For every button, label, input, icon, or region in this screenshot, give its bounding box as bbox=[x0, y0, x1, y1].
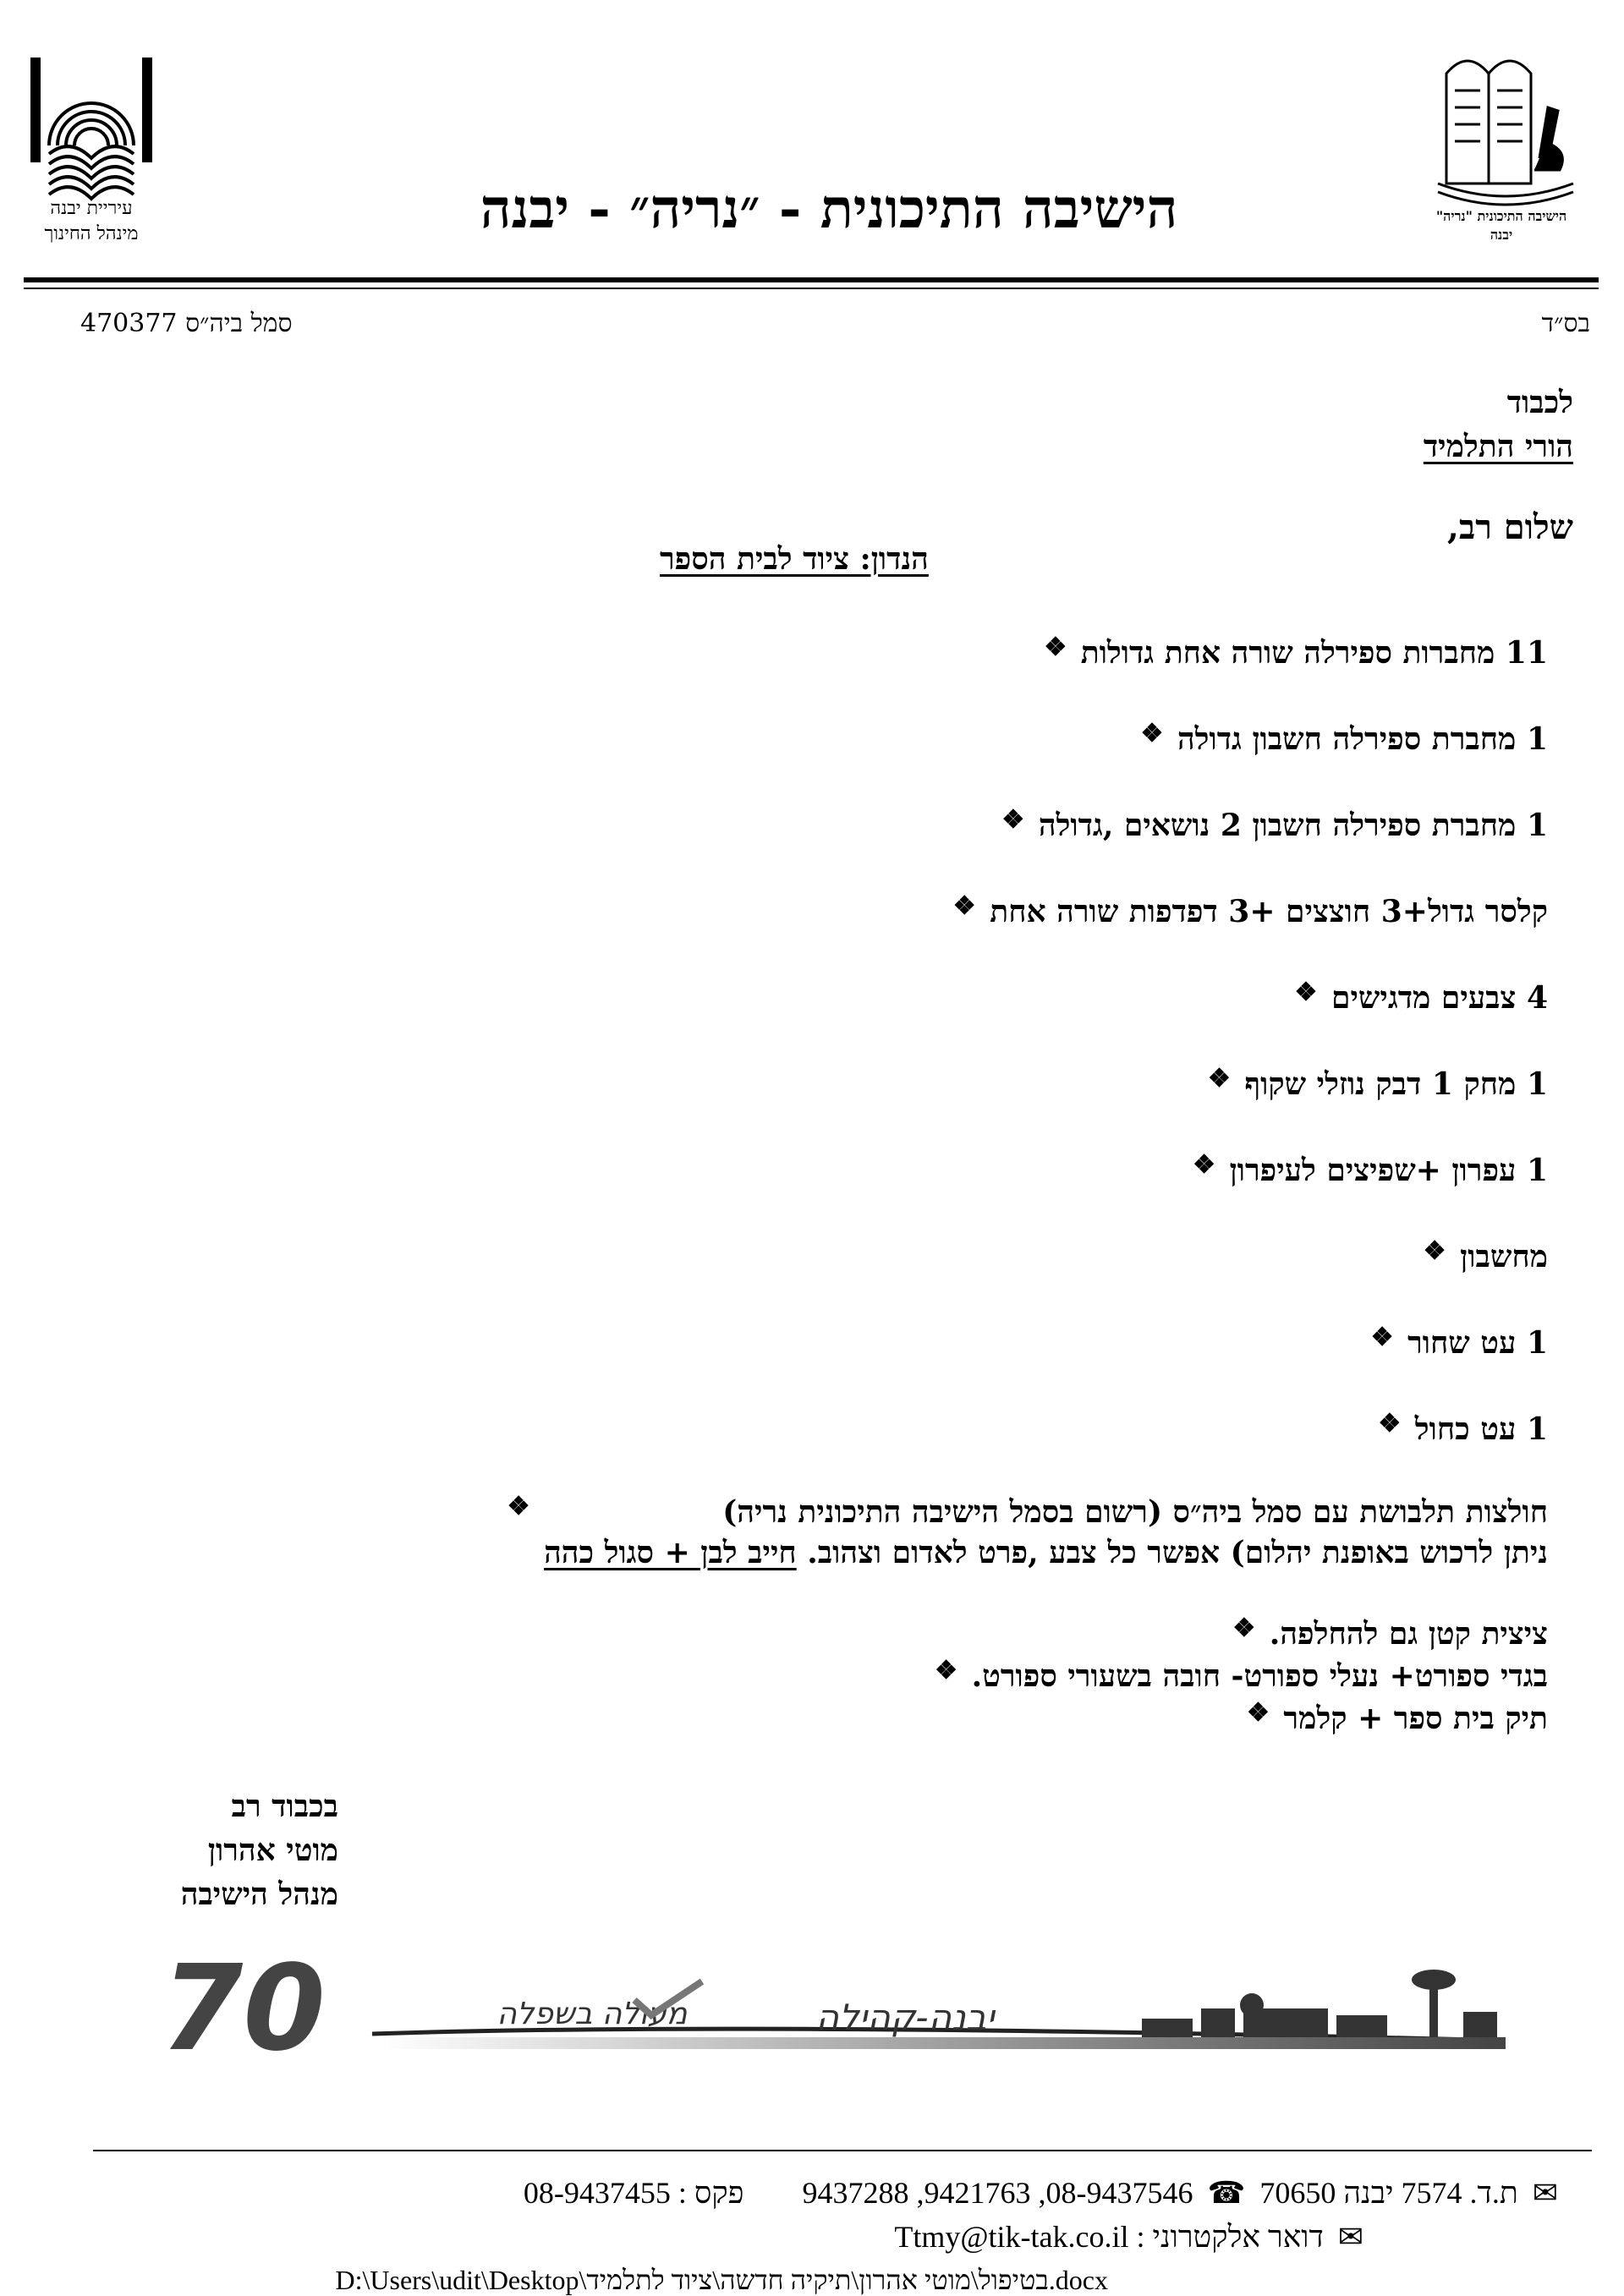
diamond-bullet-icon: ❖ bbox=[1370, 1323, 1394, 1352]
address-block bbox=[1424, 381, 1573, 469]
header-divider-thin bbox=[24, 288, 1599, 289]
school-code: סמל ביה״ס 470377 bbox=[80, 309, 293, 338]
footer-file-path: D:\Users\udit\Desktop\בטיפול\מוטי אהרון\תיקיה חדשה\ציוד לתלמיד.docx bbox=[335, 2265, 1108, 2295]
list-item-text: 1 עט כחול bbox=[1414, 1411, 1548, 1447]
list-item bbox=[1281, 978, 1548, 1018]
list-item bbox=[1179, 1150, 1548, 1191]
list-item bbox=[988, 805, 1548, 846]
skyline-icon bbox=[1142, 1970, 1497, 2037]
signature-block bbox=[181, 1784, 338, 1916]
mailbox-icon: ✉ bbox=[1532, 2176, 1558, 2211]
footer-email-line bbox=[894, 2219, 1370, 2255]
list-item bbox=[1194, 1064, 1549, 1104]
diamond-bullet-icon: ❖ bbox=[1246, 1698, 1270, 1728]
right-logo-caption-line-2: יבנה bbox=[1490, 227, 1513, 243]
diamond-bullet-icon: ❖ bbox=[1208, 1064, 1231, 1093]
list-item bbox=[939, 891, 1548, 932]
diamond-bullet-icon: ❖ bbox=[1378, 1409, 1402, 1438]
banner-number: 70 bbox=[161, 1949, 326, 2076]
list-item-text: בגדי ספורט+ נעלי ספורט- חובה בשעורי ספורט. bbox=[971, 1658, 1548, 1694]
list-item-text: 1 מחברת ספירלה חשבון גדולה bbox=[1177, 721, 1548, 757]
list-item bbox=[1127, 719, 1548, 759]
address-line-2: הורי התלמיד bbox=[1423, 429, 1573, 464]
right-logo-caption-line-1: הישיבה התיכונית "נריה" bbox=[1435, 208, 1567, 224]
diamond-bullet-icon: ❖ bbox=[1232, 1614, 1256, 1643]
left-logo-caption bbox=[24, 196, 159, 247]
footer-address: ת.ד. 7574 יבנה 70650 bbox=[1259, 2176, 1518, 2210]
diamond-bullet-icon: ❖ bbox=[1193, 1150, 1216, 1180]
left-logo-caption-line-2: מינהל החינוך bbox=[44, 223, 139, 244]
footer-fax: פקס : 08-9437455 bbox=[523, 2176, 744, 2210]
clothing-line-2: ניתן לרכוש באופנת יהלום) אפשר כל צבע ,פרט לאדום וצהוב. bbox=[796, 1535, 1548, 1570]
signature-line-1: בכבוד רב bbox=[231, 1789, 338, 1824]
list-item-text: תיק בית ספר + קלמר bbox=[1283, 1701, 1548, 1736]
footer-contact-line bbox=[524, 2175, 1565, 2211]
header-divider-thick bbox=[24, 277, 1599, 282]
list-item-text: 1 מחק 1 דבק נוזלי שקוף bbox=[1244, 1066, 1548, 1102]
phone-icon: ☎ bbox=[1207, 2176, 1246, 2211]
diamond-bullet-icon: ❖ bbox=[935, 1656, 958, 1685]
list-item bbox=[1219, 1614, 1548, 1654]
diamond-bullet-icon: ❖ bbox=[1423, 1236, 1446, 1266]
bsd-mark: בס״ד bbox=[1541, 309, 1590, 338]
banner-text-2: מעולה בשפלה bbox=[497, 1997, 688, 2031]
signature-line-3: מנהל הישיבה bbox=[180, 1877, 338, 1912]
list-item-text: ציצית קטן גם להחלפה. bbox=[1269, 1616, 1548, 1652]
envelope-icon: ✉ bbox=[1337, 2220, 1363, 2255]
list-item bbox=[1409, 1236, 1548, 1277]
list-item-text: 1 מחברת ספירלה חשבון 2 נושאים ,גדולה bbox=[1038, 808, 1548, 843]
diamond-bullet-icon: ❖ bbox=[507, 1492, 530, 1521]
list-item-text: 1 עפרון +שפיצים לעיפרון bbox=[1229, 1153, 1548, 1188]
footer-email-label: דואר אלקטרוני : bbox=[1136, 2220, 1324, 2254]
clothing-required-colors: חייב לבן + סגול כהה bbox=[544, 1535, 797, 1570]
signature-line-2: מוטי אהרון bbox=[207, 1833, 338, 1868]
list-item bbox=[1030, 633, 1548, 673]
diamond-bullet-icon: ❖ bbox=[952, 891, 976, 921]
yavne-70-banner bbox=[161, 1949, 1514, 2076]
list-item-text: 4 צבעים מדגישים bbox=[1331, 980, 1548, 1016]
diamond-bullet-icon: ❖ bbox=[1001, 805, 1025, 835]
letterhead-title: הישיבה התיכונית - ״נריה״ - יבנה bbox=[480, 178, 1178, 241]
footer-phones: 08-9437546, 9421763, 9437288 bbox=[802, 2176, 1193, 2210]
clothing-text bbox=[544, 1492, 1548, 1573]
clothing-line-1: חולצות תלבושת עם סמל ביה״ס (רשום בסמל הישיבה התיכונית נריה) bbox=[722, 1494, 1548, 1530]
list-item bbox=[1232, 1698, 1548, 1739]
list-item bbox=[921, 1656, 1548, 1696]
address-line-1: לכבוד bbox=[1506, 385, 1573, 420]
list-item bbox=[1357, 1323, 1548, 1363]
banner-text-1: יבנה-קהילה bbox=[815, 1997, 995, 2038]
list-item bbox=[1364, 1409, 1548, 1449]
diamond-bullet-icon: ❖ bbox=[1294, 978, 1318, 1007]
diamond-bullet-icon: ❖ bbox=[1044, 633, 1067, 662]
diamond-bullet-icon: ❖ bbox=[1140, 719, 1164, 748]
footer-email[interactable]: Ttmy@tik-tak.co.il bbox=[894, 2220, 1129, 2254]
subject-line: הנדון: ציוד לבית הספר bbox=[660, 541, 929, 577]
list-item-text: 11 מחברות ספירלה שורה אחת גדולות bbox=[1080, 635, 1548, 671]
greeting: שלום רב, bbox=[1446, 507, 1573, 547]
left-logo-caption-line-1: עיריית יבנה bbox=[50, 198, 133, 219]
footer-divider bbox=[93, 2150, 1592, 2151]
clothing-item bbox=[493, 1492, 1548, 1573]
list-item-text: קלסר גדול+3 חוצצים +3 דפדפות שורה אחת bbox=[990, 894, 1548, 929]
list-item-text: מחשבון bbox=[1460, 1239, 1548, 1274]
right-logo-caption bbox=[1417, 207, 1586, 244]
list-item-text: 1 עט שחור bbox=[1407, 1325, 1548, 1361]
